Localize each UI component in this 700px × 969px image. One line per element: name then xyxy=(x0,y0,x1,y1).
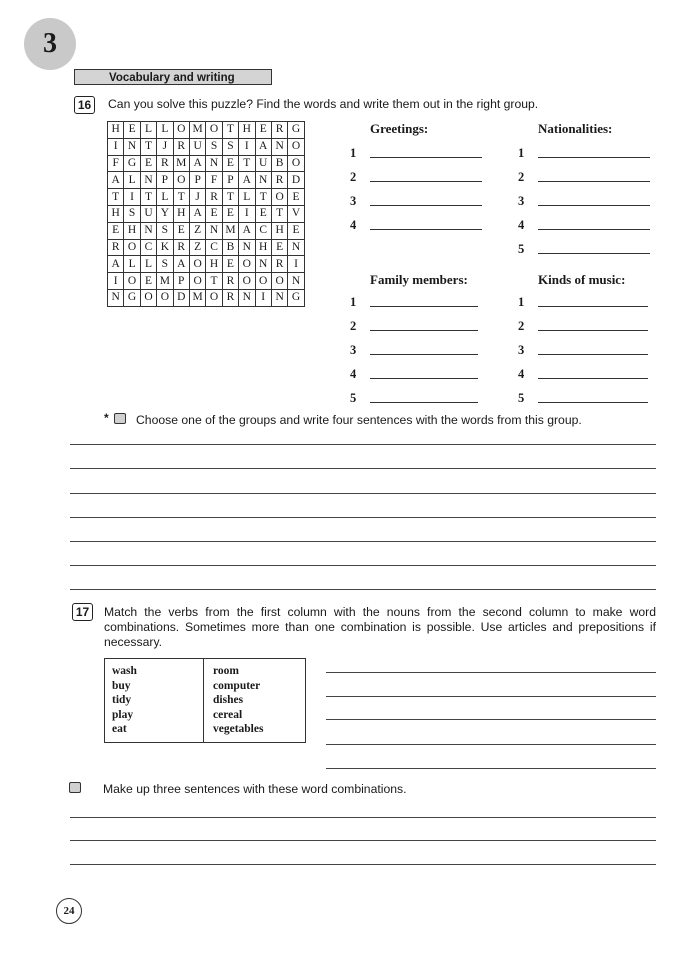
writing-line[interactable] xyxy=(70,517,656,518)
item-number: 4 xyxy=(518,367,525,381)
greetings-group xyxy=(370,121,428,137)
verb: play xyxy=(112,708,134,721)
grid-cell[interactable]: E xyxy=(140,155,156,172)
grid-cell[interactable]: A xyxy=(255,138,271,155)
grid-cell[interactable]: O xyxy=(206,289,222,306)
item-number: 1 xyxy=(350,146,357,160)
star-marker: * xyxy=(104,411,109,425)
grid-cell[interactable]: H xyxy=(255,239,271,256)
greetings-answer-row xyxy=(350,146,482,161)
writing-line[interactable] xyxy=(70,840,656,841)
grid-cell[interactable]: N xyxy=(271,289,287,306)
grid-cell[interactable]: H xyxy=(108,205,124,222)
writing-line[interactable] xyxy=(70,444,656,445)
grid-cell[interactable]: H xyxy=(271,222,287,239)
grid-row xyxy=(108,273,305,290)
grid-cell[interactable]: P xyxy=(173,273,189,290)
exercise-16-instruction: Can you solve this puzzle? Find the words and write them out in the right group. xyxy=(108,97,539,111)
answer-line[interactable] xyxy=(326,744,656,745)
family-answer-row xyxy=(350,319,478,334)
answer-line[interactable] xyxy=(326,719,656,720)
exercise-17-task: Make up three sentences with these word combinations. xyxy=(103,782,407,796)
grid-cell[interactable]: N xyxy=(140,172,156,189)
greetings-answer-row xyxy=(350,170,482,185)
grid-cell[interactable]: L xyxy=(124,256,140,273)
music-answer-row xyxy=(518,367,648,382)
answer-blank[interactable] xyxy=(370,306,478,307)
grid-cell[interactable]: O xyxy=(255,273,271,290)
family-members-group xyxy=(370,272,468,288)
grid-cell[interactable]: R xyxy=(271,172,287,189)
grid-cell[interactable]: E xyxy=(206,205,222,222)
grid-cell[interactable]: G xyxy=(124,289,140,306)
task-square-icon xyxy=(114,413,126,424)
answer-blank[interactable] xyxy=(370,330,478,331)
noun: vegetables xyxy=(213,723,264,735)
nationalities-answer-row xyxy=(518,218,650,233)
grid-cell[interactable]: O xyxy=(206,122,222,139)
grid-row xyxy=(108,256,305,273)
item-number: 1 xyxy=(518,295,525,309)
exercise-16-number: 16 xyxy=(74,96,95,114)
grid-cell[interactable]: N xyxy=(206,155,222,172)
grid-cell[interactable]: R xyxy=(271,256,287,273)
grid-cell[interactable]: R xyxy=(157,155,173,172)
grid-cell[interactable]: H xyxy=(124,222,140,239)
nationalities-title: Nationalities: xyxy=(538,121,613,136)
grid-cell[interactable]: N xyxy=(108,289,124,306)
grid-cell[interactable]: O xyxy=(173,122,189,139)
grid-cell[interactable]: O xyxy=(239,256,255,273)
grid-cell[interactable]: E xyxy=(173,222,189,239)
greetings-title: Greetings: xyxy=(370,121,429,136)
answer-blank[interactable] xyxy=(370,181,482,182)
writing-line[interactable] xyxy=(70,493,656,494)
exercise-17-instruction: Match the verbs from the first column with the nouns from the second column to make word combinations. Sometimes more than one combination is possible. Use articles and prepositions if necessary. xyxy=(104,605,656,649)
nationalities-answer-row xyxy=(518,194,650,209)
exercise-17-number: 17 xyxy=(72,603,93,621)
music-answer-row xyxy=(518,391,648,406)
item-number: 5 xyxy=(518,391,525,405)
task-square-icon xyxy=(69,782,81,793)
grid-cell[interactable]: B xyxy=(222,239,238,256)
grid-cell[interactable]: N xyxy=(255,256,271,273)
grid-cell[interactable]: U xyxy=(140,205,156,222)
grid-cell[interactable]: V xyxy=(288,205,304,222)
item-number: 2 xyxy=(518,319,525,333)
column-divider xyxy=(203,659,204,742)
writing-line[interactable] xyxy=(70,541,656,542)
grid-cell[interactable]: O xyxy=(288,155,304,172)
grid-cell[interactable]: I xyxy=(239,138,255,155)
item-number: 2 xyxy=(518,170,525,184)
grid-cell[interactable]: T xyxy=(271,205,287,222)
answer-blank[interactable] xyxy=(370,354,478,355)
grid-cell[interactable]: O xyxy=(140,289,156,306)
grid-row xyxy=(108,239,305,256)
grid-cell[interactable]: O xyxy=(271,189,287,206)
verb: eat xyxy=(112,723,127,735)
grid-cell[interactable]: I xyxy=(239,205,255,222)
grid-cell[interactable]: O xyxy=(124,239,140,256)
answer-blank[interactable] xyxy=(538,229,650,230)
grid-row xyxy=(108,289,305,306)
writing-line[interactable] xyxy=(70,589,656,590)
grid-cell[interactable]: P xyxy=(157,172,173,189)
nouns-column xyxy=(213,664,263,737)
grid-row xyxy=(108,155,305,172)
item-number: 3 xyxy=(518,194,525,208)
noun: computer xyxy=(213,679,261,692)
grid-cell[interactable]: R xyxy=(222,289,238,306)
grid-cell[interactable]: R xyxy=(222,273,238,290)
grid-cell[interactable]: J xyxy=(189,189,205,206)
answer-blank[interactable] xyxy=(538,157,650,158)
item-number: 4 xyxy=(518,218,525,232)
grid-cell[interactable]: Z xyxy=(189,222,205,239)
grid-cell[interactable]: I xyxy=(108,138,124,155)
item-number: 4 xyxy=(350,218,357,232)
grid-cell[interactable]: L xyxy=(124,172,140,189)
grid-row xyxy=(108,172,305,189)
grid-cell[interactable]: O xyxy=(157,289,173,306)
grid-cell[interactable]: A xyxy=(239,172,255,189)
answer-blank[interactable] xyxy=(538,181,650,182)
grid-cell[interactable]: O xyxy=(189,273,205,290)
answer-blank[interactable] xyxy=(538,205,650,206)
grid-cell[interactable]: T xyxy=(173,189,189,206)
writing-line[interactable] xyxy=(70,565,656,566)
item-number: 3 xyxy=(350,343,357,357)
grid-cell[interactable]: L xyxy=(157,122,173,139)
family-answer-row xyxy=(350,391,478,406)
grid-cell[interactable]: S xyxy=(157,256,173,273)
grid-cell[interactable]: E xyxy=(255,122,271,139)
nationalities-group xyxy=(538,121,612,137)
grid-cell[interactable]: B xyxy=(271,155,287,172)
grid-cell[interactable]: A xyxy=(108,172,124,189)
exercise-16-task: Choose one of the groups and write four sentences with the words from this group. xyxy=(136,413,582,427)
item-number: 1 xyxy=(518,146,525,160)
grid-cell[interactable]: S xyxy=(206,138,222,155)
greetings-answer-row xyxy=(350,218,482,233)
grid-cell[interactable]: O xyxy=(288,138,304,155)
grid-cell[interactable]: O xyxy=(239,273,255,290)
grid-cell[interactable]: A xyxy=(239,222,255,239)
grid-cell[interactable]: G xyxy=(288,122,304,139)
grid-cell[interactable]: E xyxy=(222,205,238,222)
word-search-grid xyxy=(107,121,305,307)
item-number: 1 xyxy=(350,295,357,309)
item-number: 4 xyxy=(350,367,357,381)
grid-cell[interactable]: T xyxy=(222,122,238,139)
grid-row xyxy=(108,122,305,139)
grid-cell[interactable]: R xyxy=(173,239,189,256)
answer-line[interactable] xyxy=(326,672,656,673)
grid-cell[interactable]: R xyxy=(271,122,287,139)
word-match-box xyxy=(104,658,306,743)
family-answer-row xyxy=(350,367,478,382)
grid-cell[interactable]: E xyxy=(255,205,271,222)
verb: buy xyxy=(112,679,131,692)
grid-cell[interactable]: M xyxy=(222,222,238,239)
grid-cell[interactable]: G xyxy=(288,289,304,306)
grid-cell[interactable]: E xyxy=(288,222,304,239)
answer-blank[interactable] xyxy=(370,402,478,403)
grid-cell[interactable]: F xyxy=(206,172,222,189)
noun: cereal xyxy=(213,708,243,721)
item-number: 5 xyxy=(518,242,525,256)
writing-line[interactable] xyxy=(70,468,656,469)
music-answer-row xyxy=(518,295,648,310)
page-number: 24 xyxy=(56,898,82,924)
answer-line[interactable] xyxy=(326,696,656,697)
grid-cell[interactable]: A xyxy=(189,155,205,172)
grid-cell[interactable]: S xyxy=(124,205,140,222)
grid-cell[interactable]: E xyxy=(222,256,238,273)
grid-cell[interactable]: D xyxy=(173,289,189,306)
grid-cell[interactable]: C xyxy=(206,239,222,256)
grid-cell[interactable]: A xyxy=(189,205,205,222)
grid-cell[interactable]: O xyxy=(189,256,205,273)
grid-cell[interactable]: N xyxy=(271,138,287,155)
noun: room xyxy=(213,665,239,677)
grid-cell[interactable]: F xyxy=(108,155,124,172)
grid-cell[interactable]: M xyxy=(189,122,205,139)
family-answer-row xyxy=(350,343,478,358)
answer-blank[interactable] xyxy=(538,253,650,254)
kinds-of-music-group xyxy=(538,272,625,288)
grid-cell[interactable]: T xyxy=(239,155,255,172)
grid-cell[interactable]: T xyxy=(206,273,222,290)
grid-cell[interactable]: N xyxy=(140,222,156,239)
answer-blank[interactable] xyxy=(370,378,478,379)
kinds-of-music-title: Kinds of music: xyxy=(538,272,626,287)
grid-cell[interactable]: E xyxy=(108,222,124,239)
answer-blank[interactable] xyxy=(538,402,648,403)
section-title: Vocabulary and writing xyxy=(74,69,272,85)
answer-blank[interactable] xyxy=(538,354,648,355)
grid-cell[interactable]: E xyxy=(288,189,304,206)
nationalities-answer-row xyxy=(518,242,650,257)
grid-cell[interactable]: A xyxy=(108,256,124,273)
grid-cell[interactable]: Z xyxy=(189,239,205,256)
grid-cell[interactable]: N xyxy=(288,239,304,256)
verb: wash xyxy=(112,665,137,677)
grid-cell[interactable]: I xyxy=(288,256,304,273)
grid-row xyxy=(108,189,305,206)
answer-blank[interactable] xyxy=(370,157,482,158)
grid-cell[interactable]: R xyxy=(173,138,189,155)
item-number: 2 xyxy=(350,170,357,184)
grid-row xyxy=(108,222,305,239)
grid-cell[interactable]: E xyxy=(140,273,156,290)
grid-cell[interactable]: U xyxy=(255,155,271,172)
grid-cell[interactable]: T xyxy=(108,189,124,206)
answer-blank[interactable] xyxy=(538,306,648,307)
answer-blank[interactable] xyxy=(538,378,648,379)
grid-cell[interactable]: D xyxy=(288,172,304,189)
family-members-title: Family members: xyxy=(370,272,468,287)
grid-cell[interactable]: L xyxy=(140,256,156,273)
family-answer-row xyxy=(350,295,478,310)
grid-cell[interactable]: H xyxy=(206,256,222,273)
item-number: 5 xyxy=(350,391,357,405)
grid-cell[interactable]: P xyxy=(222,172,238,189)
grid-cell[interactable]: E xyxy=(124,122,140,139)
grid-row xyxy=(108,205,305,222)
grid-cell[interactable]: L xyxy=(239,189,255,206)
grid-cell[interactable]: L xyxy=(140,122,156,139)
item-number: 3 xyxy=(518,343,525,357)
grid-cell[interactable]: N xyxy=(124,138,140,155)
item-number: 3 xyxy=(350,194,357,208)
answer-blank[interactable] xyxy=(370,205,482,206)
greetings-answer-row xyxy=(350,194,482,209)
grid-cell[interactable]: I xyxy=(108,273,124,290)
grid-cell[interactable]: S xyxy=(157,222,173,239)
grid-cell[interactable]: H xyxy=(108,122,124,139)
grid-cell[interactable]: I xyxy=(124,189,140,206)
item-number: 2 xyxy=(350,319,357,333)
grid-cell[interactable]: T xyxy=(255,189,271,206)
grid-cell[interactable]: R xyxy=(206,189,222,206)
grid-cell[interactable]: A xyxy=(173,256,189,273)
grid-cell[interactable]: O xyxy=(173,172,189,189)
grid-cell[interactable]: O xyxy=(271,273,287,290)
grid-cell[interactable]: H xyxy=(239,122,255,139)
grid-cell[interactable]: I xyxy=(255,289,271,306)
grid-cell[interactable]: J xyxy=(157,138,173,155)
grid-cell[interactable]: R xyxy=(108,239,124,256)
grid-cell[interactable]: O xyxy=(124,273,140,290)
grid-cell[interactable]: M xyxy=(173,155,189,172)
grid-cell[interactable]: L xyxy=(157,189,173,206)
unit-number-badge: 3 xyxy=(24,18,76,70)
grid-cell[interactable]: S xyxy=(222,138,238,155)
answer-line[interactable] xyxy=(326,768,656,769)
grid-cell[interactable]: C xyxy=(255,222,271,239)
grid-cell[interactable]: K xyxy=(157,239,173,256)
grid-cell[interactable]: G xyxy=(124,155,140,172)
music-answer-row xyxy=(518,343,648,358)
nationalities-answer-row xyxy=(518,146,650,161)
answer-blank[interactable] xyxy=(370,229,482,230)
grid-cell[interactable]: P xyxy=(189,172,205,189)
grid-cell[interactable]: Y xyxy=(157,205,173,222)
grid-cell[interactable]: M xyxy=(157,273,173,290)
writing-line[interactable] xyxy=(70,817,656,818)
noun: dishes xyxy=(213,694,244,706)
grid-cell[interactable]: H xyxy=(173,205,189,222)
verb: tidy xyxy=(112,694,132,706)
writing-line[interactable] xyxy=(70,864,656,865)
grid-cell[interactable]: N xyxy=(206,222,222,239)
grid-row xyxy=(108,138,305,155)
grid-cell[interactable]: M xyxy=(189,289,205,306)
grid-cell[interactable]: N xyxy=(239,239,255,256)
grid-cell[interactable]: T xyxy=(140,189,156,206)
nationalities-answer-row xyxy=(518,170,650,185)
answer-blank[interactable] xyxy=(538,330,648,331)
grid-cell[interactable]: T xyxy=(222,189,238,206)
grid-cell[interactable]: E xyxy=(222,155,238,172)
grid-cell[interactable]: U xyxy=(189,138,205,155)
music-answer-row xyxy=(518,319,648,334)
verbs-column xyxy=(112,664,137,737)
grid-cell[interactable]: N xyxy=(288,273,304,290)
grid-cell[interactable]: E xyxy=(271,239,287,256)
grid-cell[interactable]: N xyxy=(255,172,271,189)
grid-cell[interactable]: T xyxy=(140,138,156,155)
grid-cell[interactable]: N xyxy=(239,289,255,306)
grid-cell[interactable]: C xyxy=(140,239,156,256)
